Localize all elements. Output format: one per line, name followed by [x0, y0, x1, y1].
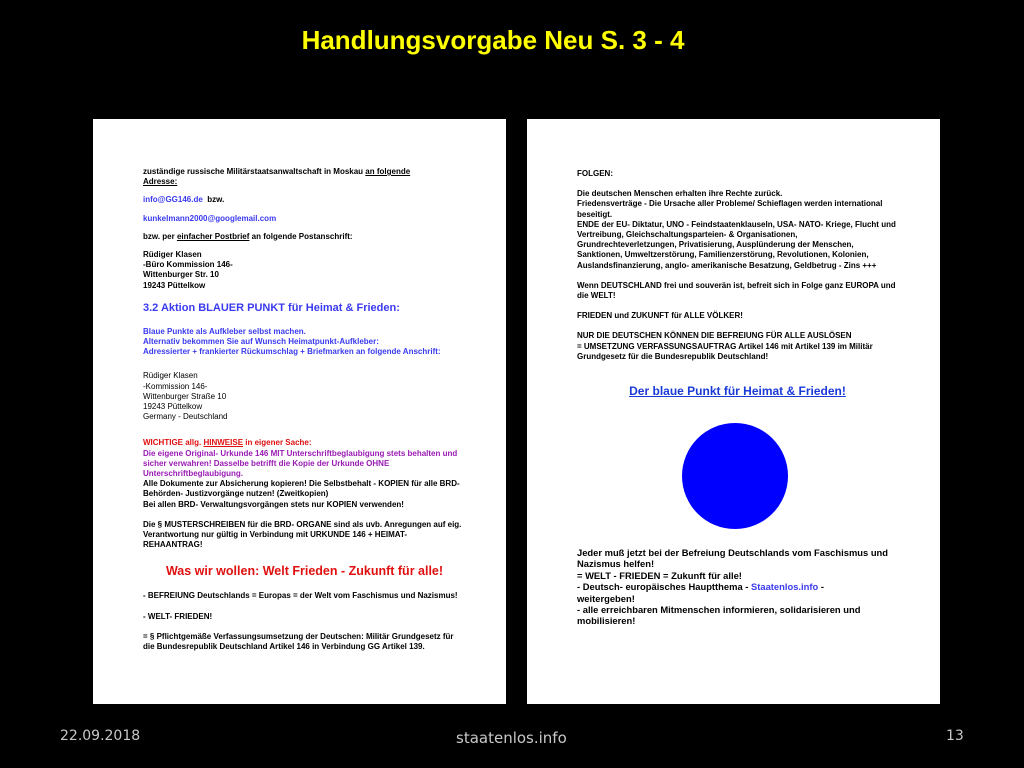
intro-underlined-1: an folgende: [365, 167, 411, 176]
cta-text-2: - weitergeben! - alle erreichbaren Mitmenschen informieren, solidarisieren und mobilisieren!: [577, 581, 861, 627]
recipient-intro: [143, 167, 466, 187]
wichtig-prefix: WICHTIGE allg.: [143, 438, 202, 448]
cta-text-1: Jeder muß jetzt bei der Befreiung Deutschlands vom Faschismus und Nazismus helfen! = WELT - FRIEDEN = Zukunft für alle! - Deutsch- europäisches Hauptthema -: [577, 547, 889, 593]
wichtig-heading: [143, 438, 466, 448]
wichtig-suffix: in eigener Sache:: [245, 438, 312, 448]
staatenlos-link[interactable]: Staatenlos.info: [751, 581, 819, 593]
folgen-paragraph-1: Die deutschen Menschen erhalten ihre Rechte zurück. Friedensverträge - Die Ursache aller Probleme/ Schieflagen werden international beseitigt. ENDE der EU- Diktatur, UNO - Feindstaatenklauseln, USA- NATO- Kriege, Flucht und Vertreibung, Gleichschaltungsparteien- & Organisationen, Grundrechteverletzungen, Privatisierung, Ausplünderung der Menschen, Sanktionen, Umweltzerstörung, Familienzerstörung, Revolutionen, Kolonien, Auslandsfinanzierung, anglo- amerikanische Besatzung, Geldbetrug - Zins +++: [577, 189, 896, 270]
musterschreiben-text: Die § MUSTERSCHREIBEN für die BRD- ORGANE sind als uvb. Anregungen auf eig. Verantwortung nur gültig in Verbindung mit URKUNDE 146 + HEIMAT-REHAANTRAG!: [143, 519, 462, 550]
wichtig-underlined: HINWEISE: [203, 438, 244, 448]
slide-number: 13: [946, 728, 964, 744]
was-wir-wollen-heading: Was wir wollen: Welt Frieden - Zukunft für alle!: [165, 564, 444, 579]
post-prefix: bzw. per: [143, 231, 175, 241]
document-page-left: [93, 119, 506, 704]
aktion-text: Blaue Punkte als Aufkleber selbst machen. Alternativ bekommen Sie auf Wunsch Heimatpunkt-Aufkleber: Adressierter + frankierter Rückumschlag + Briefmarken an folgende Anschrift:: [143, 326, 441, 357]
footer-date: 22.09.2018: [60, 728, 141, 744]
slide-title: Handlungsvorgabe Neu S. 3 - 4: [301, 25, 685, 55]
post-suffix: an folgende Postanschrift:: [251, 231, 353, 241]
folgen-paragraph-3: FRIEDEN und ZUKUNFT für ALLE VÖLKER!: [577, 311, 743, 321]
document-page-right: [527, 119, 940, 704]
email-link-2[interactable]: kunkelmann2000@googlemail.com: [143, 213, 277, 223]
goal-item-2: - WELT- FRIEDEN!: [143, 611, 213, 621]
email-line-2: [143, 214, 466, 224]
wichtig-black-text: Alle Dokumente zur Absicherung kopieren! Die Selbstbehalt - KOPIEN für alle BRD- Behörden- Justizvorgänge nutzen! (Zweitkopien) Bei allen BRD- Verwaltungsvorgängen stets nur KOPIEN verwenden!: [143, 479, 460, 509]
email-line-1: [143, 195, 466, 205]
goal-item-1: - BEFREIUNG Deutschlands = Europas = der Welt vom Faschismus und Nazismus!: [143, 591, 458, 601]
address-block-2: Rüdiger Klasen -Kommission 146- Wittenburger Straße 10 19243 Püttelkow Germany - Deutschland: [143, 371, 228, 422]
blue-dot-circle: [682, 423, 788, 529]
intro-underlined-2: Adresse:: [143, 177, 178, 187]
folgen-paragraph-4: NUR DIE DEUTSCHEN KÖNNEN DIE BEFREIUNG FÜR ALLE AUSLÖSEN = UMSETZUNG VERFASSUNGSAUFTRAG Artikel 146 mit Artikel 139 im Militär Grundgesetz für die Bundesrepublik Deutschland!: [577, 331, 873, 361]
post-underlined: einfacher Postbrief: [176, 231, 250, 241]
email-link-1[interactable]: info@GG146.de: [143, 195, 203, 205]
email-suffix: bzw.: [207, 195, 225, 205]
footer-site: staatenlos.info: [456, 729, 567, 747]
folgen-heading: FOLGEN:: [577, 169, 613, 178]
aktion-heading: 3.2 Aktion BLAUER PUNKT für Heimat & Frieden:: [143, 301, 400, 314]
address-block-1: Rüdiger Klasen -Büro Kommission 146- Wittenburger Str. 10 19243 Püttelkow: [143, 250, 233, 290]
folgen-paragraph-2: Wenn DEUTSCHLAND frei und souverän ist, befreit sich in Folge ganz EUROPA und die WELT!: [577, 280, 896, 301]
blue-dot-heading[interactable]: Der blaue Punkt für Heimat & Frieden!: [629, 384, 846, 399]
wichtig-purple-text: Die eigene Original- Urkunde 146 MIT Unterschriftbeglaubigung stets behalten und sicher verwahren! Dasselbe betrifft die Kopie der Urkunde OHNE Unterschriftbeglaubigung.: [143, 448, 458, 479]
intro-text: zuständige russische Militärstaatsanwaltschaft in Moskau: [143, 167, 364, 176]
goal-item-3: = § Pflichtgemäße Verfassungsumsetzung der Deutschen: Militär Grundgesetz für die Bundesrepublik Deutschland Artikel 146 in Verbindung GG Artikel 139.: [143, 631, 454, 652]
call-to-action: [577, 547, 910, 627]
postal-intro: [143, 232, 466, 242]
